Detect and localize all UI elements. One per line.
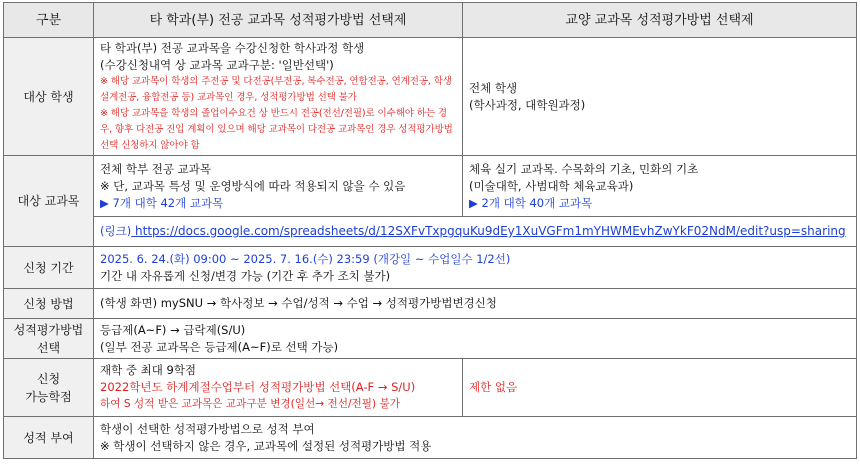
- cell-credit-limit-liberal: [463, 359, 857, 417]
- target-students-note2: ※ 해당 교과목을 학생의 졸업이수요건 상 반드시 전공(전선/전필)로 이수해야 하는 경우, 향후 다전공 진입 계획이 있으며 해당 교과목이 다전공 교과목인 경우 성적평가방법 선택 신청하지 않아야 함: [100, 107, 453, 151]
- header-row: [4, 3, 857, 38]
- apply-method-path: (학생 화면) mySNU → 학사정보 → 수업/성적 → 수업 → 성적평가방법변경신청: [100, 296, 497, 310]
- header-category: 구분: [4, 3, 94, 38]
- label-target-students: 대상 학생: [4, 38, 94, 156]
- row-apply-method: [4, 289, 857, 319]
- target-courses-liberal-line1: 체육 실기 교과목. 수목화의 기초, 민화의 기초: [469, 161, 699, 176]
- grade-assign-line2: ※ 학생이 선택하지 않은 경우, 교과목에 설정된 성적평가방법 적용: [100, 438, 432, 453]
- label-apply-method: 신청 방법: [4, 289, 94, 319]
- credit-limit-liberal-line1: 제한 없음: [469, 380, 518, 394]
- grade-assign-line1: 학생이 선택한 성적평가방법으로 성적 부여: [100, 421, 315, 436]
- row-grade-assign: [4, 417, 857, 459]
- apply-period-dates: 2025. 6. 24.(화) 09:00 ~ 2025. 7. 16.(수) 23:59 (개강일 ~ 수업일수 1/2선): [100, 251, 511, 266]
- target-students-major-line2: (수강신청내역 상 교과목 교과구분: '일반선택'): [100, 57, 334, 72]
- major-course-count-link[interactable]: ▶ 7개 대학 42개 교과목: [100, 195, 224, 210]
- grading-option-table: [3, 2, 857, 459]
- row-grading-choice: [4, 319, 857, 359]
- row-target-courses: [4, 156, 857, 217]
- credit-limit-major-line1: 재학 중 최대 9학점: [100, 363, 197, 377]
- target-courses-liberal-line2: (미술대학, 사범대학 체육교육과): [469, 178, 634, 193]
- target-students-note1: ※ 해당 교과목이 학생의 주전공 및 다전공(부전공, 복수전공, 연합전공, 연계전공, 학생설계전공, 융합전공 등) 교과목인 경우, 성적평가방법 선택 불가: [100, 75, 452, 103]
- cell-target-students-liberal: [463, 38, 857, 156]
- credit-limit-label-line2: 가능학점: [25, 389, 72, 404]
- liberal-course-count-link[interactable]: ▶ 2개 대학 40개 교과목: [469, 195, 593, 210]
- target-students-liberal-line1: 전체 학생: [469, 80, 518, 95]
- label-apply-period: 신청 기간: [4, 247, 94, 289]
- cell-apply-period: [94, 247, 857, 289]
- link-prefix: (링크): [100, 224, 132, 238]
- grading-choice-label-line1: 성적평가방법: [13, 322, 84, 337]
- target-courses-major-line2: ※ 단, 교과목 특성 및 운영방식에 따라 적용되지 않을 수 있음: [100, 178, 406, 193]
- credit-limit-major-line2: 2022학년도 하계계절수업부터 성적평가방법 선택(A-F → S/U): [100, 380, 416, 394]
- label-grade-assign: 성적 부여: [4, 417, 94, 459]
- header-major-courses: 타 학과(부) 전공 교과목 성적평가방법 선택제: [94, 3, 463, 38]
- header-liberal-courses: 교양 교과목 성적평가방법 선택제: [463, 3, 857, 38]
- credit-limit-label-line1: 신청: [36, 371, 61, 386]
- apply-period-note: 기간 내 자유롭게 신청/변경 가능 (기간 후 추가 조치 불가): [100, 268, 391, 283]
- grading-choice-line2: (일부 전공 교과목은 등급제(A~F)로 선택 가능): [100, 339, 339, 354]
- grading-choice-label-line2: 선택: [36, 340, 61, 355]
- cell-credit-limit-major: [94, 359, 463, 417]
- cell-grade-assign: [94, 417, 857, 459]
- cell-apply-method: [94, 289, 857, 319]
- row-target-students: [4, 38, 857, 156]
- cell-grading-choice: [94, 319, 857, 359]
- row-credit-limit: [4, 359, 857, 417]
- cell-target-students-major: [94, 38, 463, 156]
- label-target-courses: 대상 교과목: [4, 156, 94, 247]
- cell-course-link: [94, 217, 857, 247]
- target-students-major-line1: 타 학과(부) 전공 교과목을 수강신청한 학사과정 학생: [100, 40, 365, 55]
- row-course-link: [4, 217, 857, 247]
- spreadsheet-link[interactable]: https://docs.google.com/spreadsheets/d/12SXFvTxpgquKu9dEy1XuVGFm1mYHWMEvhZwYkF02NdM/edit?usp=sharing: [131, 224, 846, 238]
- label-grading-choice: [4, 319, 94, 359]
- row-apply-period: [4, 247, 857, 289]
- label-credit-limit: [4, 359, 94, 417]
- credit-limit-major-line3: 하여 S 성적 받은 교과목은 교과구분 변경(일선→ 전선/전필) 불가: [100, 398, 400, 410]
- cell-target-courses-liberal: [463, 156, 857, 217]
- cell-target-courses-major: [94, 156, 463, 217]
- target-students-liberal-line2: (학사과정, 대학원과정): [469, 97, 586, 112]
- grading-choice-line1: 등급제(A~F) → 급락제(S/U): [100, 322, 246, 337]
- target-courses-major-line1: 전체 학부 전공 교과목: [100, 161, 211, 176]
